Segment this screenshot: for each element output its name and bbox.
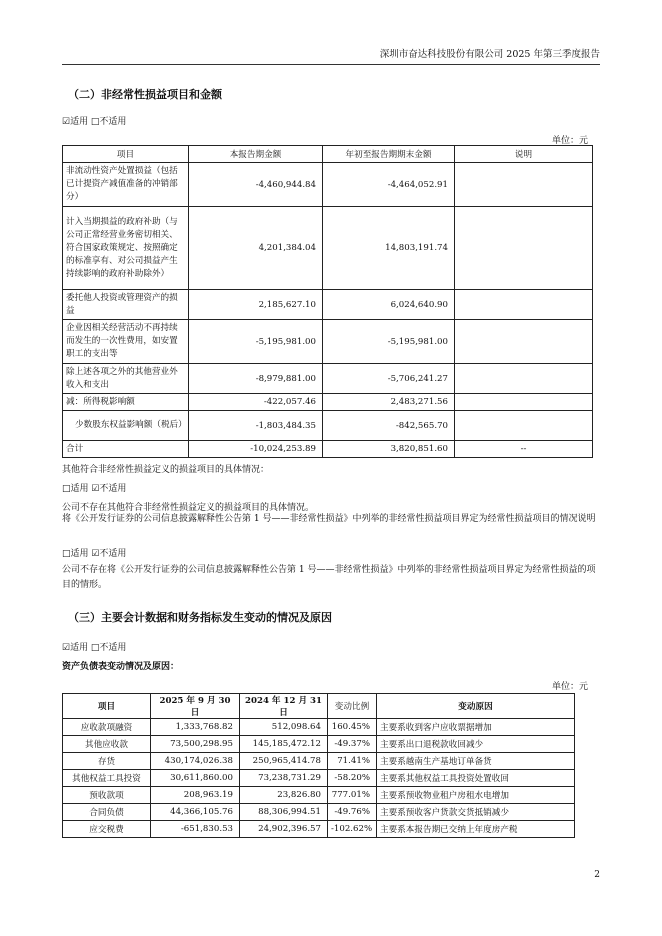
table-header-row xyxy=(63,694,575,719)
row-ytd: 14,803,191.74 xyxy=(323,207,455,290)
col-header-change-pct: 变动比例 xyxy=(328,694,377,719)
row-2025: 44,366,105.76 xyxy=(151,804,240,821)
row-2024: 23,826.80 xyxy=(240,787,328,804)
section3-title: （三）主要会计数据和财务指标发生变动的情况及原因 xyxy=(68,611,332,624)
row-2025: 30,611,860.00 xyxy=(151,770,240,787)
row-2025: 208,963.19 xyxy=(151,787,240,804)
section2-unit: 单位：元 xyxy=(551,136,588,146)
row-reason: 主要系越南生产基地订单备货 xyxy=(377,753,575,770)
row-pct: -58.20% xyxy=(328,770,377,787)
row-2025: 73,500,298.95 xyxy=(151,736,240,753)
row-current: -4,460,944.84 xyxy=(189,163,323,207)
row-ytd: 3,820,851.60 xyxy=(323,441,455,458)
table-row xyxy=(63,207,593,290)
row-current: 2,185,627.10 xyxy=(189,290,323,320)
row-current: -422,057.46 xyxy=(189,394,323,411)
row-item: 企业因相关经营活动不再持续而发生的一次性费用，如安置职工的支出等 xyxy=(63,320,189,364)
row-item: 委托他人投资或管理资产的损益 xyxy=(63,290,189,320)
row-2024: 24,902,396.57 xyxy=(240,821,328,838)
row-reason: 主要系出口退税款收回减少 xyxy=(377,736,575,753)
row-2024: 250,965,414.78 xyxy=(240,753,328,770)
non-recurring-table xyxy=(62,145,593,458)
row-note xyxy=(455,320,593,364)
row-pct: -102.62% xyxy=(328,821,377,838)
row-current: -1,803,484.35 xyxy=(189,411,323,441)
row-current: -8,979,881.00 xyxy=(189,364,323,394)
row-ytd: -842,565.70 xyxy=(323,411,455,441)
col-header-ytd: 年初至报告期期末金额 xyxy=(323,146,455,163)
col-header-item: 项目 xyxy=(63,694,151,719)
row-reason: 主要系收到客户应收票据增加 xyxy=(377,719,575,736)
row-reason: 主要系预收客户货款交货抵销减少 xyxy=(377,804,575,821)
col-header-item: 项目 xyxy=(63,146,189,163)
row-note xyxy=(455,290,593,320)
table-row xyxy=(63,736,575,753)
row-item: 其他权益工具投资 xyxy=(63,770,151,787)
table-row xyxy=(63,411,593,441)
row-item: 预收款项 xyxy=(63,787,151,804)
row-pct: -49.37% xyxy=(328,736,377,753)
row-note xyxy=(455,364,593,394)
report-header: 深圳市奋达科技股份有限公司 2025 年第三季度报告 xyxy=(379,49,600,60)
balance-sheet-changes-table xyxy=(62,693,575,838)
row-pct: 160.45% xyxy=(328,719,377,736)
table-row xyxy=(63,770,575,787)
table-row xyxy=(63,787,575,804)
row-item: 应收款项融资 xyxy=(63,719,151,736)
row-item: 除上述各项之外的其他营业外收入和支出 xyxy=(63,364,189,394)
row-current: -5,195,981.00 xyxy=(189,320,323,364)
table-row xyxy=(63,821,575,838)
row-item: 计入当期损益的政府补助（与公司正常经营业务密切相关、符合国家政策规定、按照确定的标准享有、对公司损益产生持续影响的政府补助除外） xyxy=(63,207,189,290)
row-2024: 73,238,731.29 xyxy=(240,770,328,787)
col-header-current: 本报告期金额 xyxy=(189,146,323,163)
row-item: 非流动性资产处置损益（包括已计提资产减值准备的冲销部分） xyxy=(63,163,189,207)
table-row xyxy=(63,394,593,411)
section3-unit: 单位：元 xyxy=(551,682,588,692)
row-note xyxy=(455,163,593,207)
row-ytd: -5,195,981.00 xyxy=(323,320,455,364)
row-note xyxy=(455,411,593,441)
header-divider xyxy=(62,64,600,65)
row-ytd: -5,706,241.27 xyxy=(323,364,455,394)
col-header-2024: 2024 年 12 月 31 日 xyxy=(240,694,328,719)
section2-title: （二）非经常性损益项目和金额 xyxy=(68,88,222,101)
table-total-row xyxy=(63,441,593,458)
row-ytd: -4,464,052.91 xyxy=(323,163,455,207)
row-item: 其他应收款 xyxy=(63,736,151,753)
row-note xyxy=(455,394,593,411)
table-row xyxy=(63,364,593,394)
row-note xyxy=(455,207,593,290)
row-2024: 512,098.64 xyxy=(240,719,328,736)
col-header-2025: 2025 年 9 月 30 日 xyxy=(151,694,240,719)
row-reason: 主要系其他权益工具投资处置收回 xyxy=(377,770,575,787)
row-note: -- xyxy=(455,441,593,458)
table-header-row xyxy=(63,146,593,163)
row-item: 应交税费 xyxy=(63,821,151,838)
section3-applicability: ☑适用 □不适用 xyxy=(62,643,127,653)
table-row xyxy=(63,320,593,364)
row-item: 减：所得税影响额 xyxy=(63,394,189,411)
table-row xyxy=(63,290,593,320)
other-text: 公司不存在其他符合非经常性损益定义的损益项目的具体情况。 xyxy=(62,503,315,513)
other-def-label: 其他符合非经常性损益定义的损益项目的具体情况： xyxy=(62,465,270,475)
table-row xyxy=(63,804,575,821)
other-applicability: □适用 ☑不适用 xyxy=(62,484,127,494)
col-header-reason: 变动原因 xyxy=(377,694,575,719)
row-2025: 1,333,768.82 xyxy=(151,719,240,736)
section2-applicability: ☑适用 □不适用 xyxy=(62,117,127,127)
row-item: 合同负债 xyxy=(63,804,151,821)
row-2024: 145,185,472.12 xyxy=(240,736,328,753)
col-header-note: 说明 xyxy=(455,146,593,163)
row-item: 存货 xyxy=(63,753,151,770)
row-reason: 主要系预收物业租户房租水电增加 xyxy=(377,787,575,804)
row-2025: -651,830.53 xyxy=(151,821,240,838)
row-ytd: 6,024,640.90 xyxy=(323,290,455,320)
page-number: 2 xyxy=(594,870,600,880)
row-item: 合计 xyxy=(63,441,189,458)
table-row xyxy=(63,753,575,770)
table-row xyxy=(63,163,593,207)
row-current: 4,201,384.04 xyxy=(189,207,323,290)
reclass-applicability: □适用 ☑不适用 xyxy=(62,549,127,559)
reclass-title: 将《公开发行证券的公司信息披露解释性公告第 1 号——非经常性损益》中列举的非经常性损益项目界定为经常性损益项目的情况说明 xyxy=(62,514,596,524)
row-reason: 主要系本报告期已交纳上年度房产税 xyxy=(377,821,575,838)
section3-subtitle: 资产负债表变动情况及原因： xyxy=(62,662,180,672)
reclass-text: 公司不存在将《公开发行证券的公司信息披露解释性公告第 1 号——非经常性损益》中列举的非经常性损益项目界定为经常性损益的项目的情形。 xyxy=(62,565,596,590)
row-item: 少数股东权益影响额（税后） xyxy=(63,411,189,441)
row-pct: 71.41% xyxy=(328,753,377,770)
row-ytd: 2,483,271.56 xyxy=(323,394,455,411)
table-row xyxy=(63,719,575,736)
row-pct: -49.76% xyxy=(328,804,377,821)
row-2024: 88,306,994.51 xyxy=(240,804,328,821)
row-current: -10,024,253.89 xyxy=(189,441,323,458)
row-pct: 777.01% xyxy=(328,787,377,804)
row-2025: 430,174,026.38 xyxy=(151,753,240,770)
